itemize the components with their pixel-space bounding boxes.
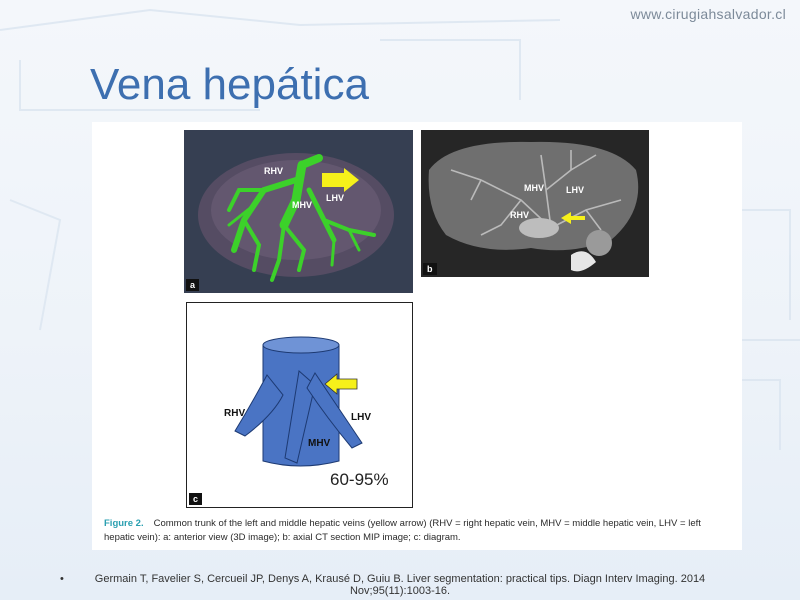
figure-number: Figure 2. (104, 518, 144, 529)
percentage-label: 60-95% (330, 470, 389, 489)
panel-a-rhv-label: RHV (264, 166, 284, 176)
panel-a-mhv-label: MHV (292, 200, 312, 210)
figure-panel-b (421, 130, 649, 277)
caption-text: Common trunk of the left and middle hepatic veins (yellow arrow) (RHV = right hepatic vein, MHV = middle hepatic vein, LHV = left hepatic vein): a: anterior view (3D image); b: axial CT section MIP image; c: diagram. (104, 518, 701, 543)
slide-title: Vena hepática (90, 60, 369, 109)
panel-a-tag: a (186, 279, 199, 291)
panel-b-lhv-label: LHV (566, 185, 584, 195)
liver-3d-render (184, 130, 413, 293)
panel-b-mhv-label: MHV (524, 183, 544, 193)
panel-a-lhv-label: LHV (326, 193, 344, 203)
reference-text: Germain T, Favelier S, Cercueil JP, Denys A, Krausé D, Guiu B. Liver segmentation: practical tips. Diagn Interv Imaging. 2014 Nov;95(11):1003-16. (94, 573, 706, 597)
panel-b-rhv-label: RHV (510, 210, 530, 220)
panel-b-tag: b (423, 263, 437, 275)
panel-c-tag: c (189, 493, 202, 505)
figure-caption (104, 517, 734, 545)
panel-c-lhv-label: LHV (351, 412, 371, 423)
panel-c-rhv-label: RHV (224, 408, 246, 419)
ct-mip-image (421, 130, 649, 277)
site-url: www.cirugiahsalvador.cl (630, 6, 786, 22)
panel-c-mhv-label: MHV (308, 438, 331, 449)
bullet-icon: • (60, 573, 64, 585)
figure-panel-a (184, 130, 413, 293)
reference (60, 573, 760, 597)
